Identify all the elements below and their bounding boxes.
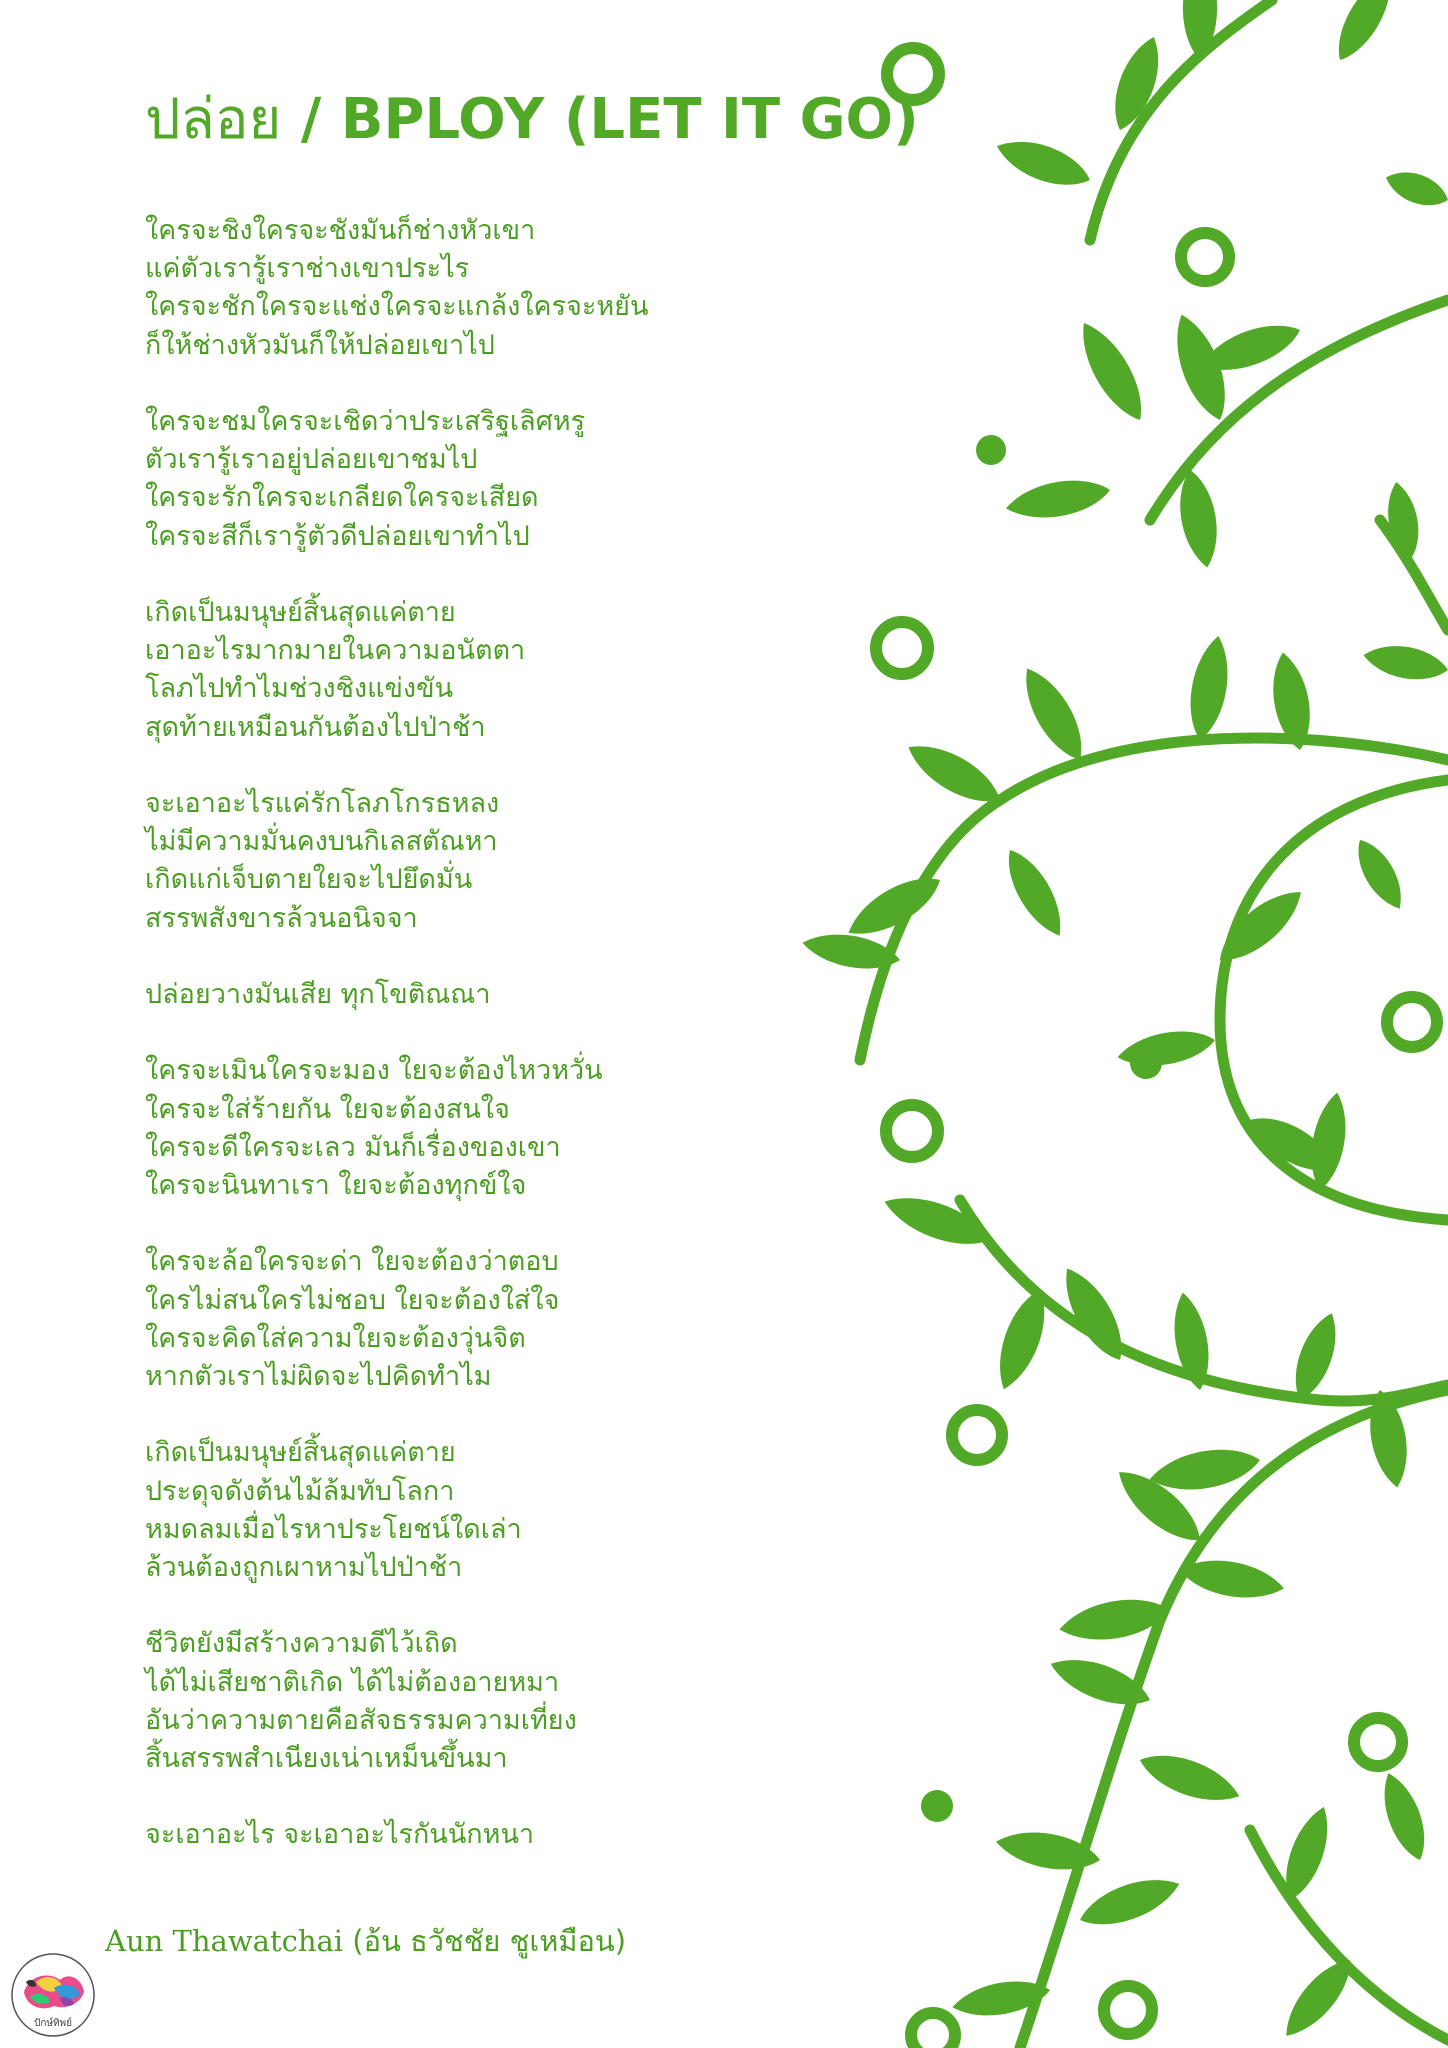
page-title [145,80,919,160]
logo-text: ปักษ์ทิพย์ [33,2018,73,2029]
poem-line: แค่ตัวเรารู้เราช่างเขาประไร [145,253,470,285]
stanza-8 [145,1434,845,1587]
stanza-6 [145,1052,845,1205]
poem-line: ใครจะชมใครจะเชิดว่าประเสริฐเลิศหรู [145,406,586,437]
stanza-9 [145,1625,845,1778]
poem-line: ชีวิตยังมีสร้างความดีไว้เถิด [145,1628,458,1660]
poem-line: สรรพสังขารล้วนอนิจจา [145,902,418,934]
author-name-latin: Aun Thawatchai [105,1924,344,1958]
poem-line: จะเอาอะไร จะเอาอะไรกันนักหนา [145,1819,535,1851]
stanza-7 [145,1243,845,1396]
poem-line: ใครจะรักใครจะเกลียดใครจะเสียด [145,482,539,514]
poem-line: อันว่าความตายคือสัจธรรมความเที่ยง [145,1704,577,1736]
stanza-4 [145,785,845,938]
poem-line: สุดท้ายเหมือนกันต้องไปป่าช้า [145,711,486,743]
poem-line: ใครจะใส่ร้ายกัน ใยจะต้องสนใจ [145,1093,510,1125]
author-name-thai: (อ้น ธวัชชัย ชูเหมือน) [352,1924,627,1958]
title-english: / BPLOY (LET IT GO) [300,87,919,152]
poem-line: เอาอะไรมากมายในความอนัตตา [145,635,526,667]
poem-line: เกิดเป็นมนุษย์สิ้นสุดแค่ตาย [145,1437,456,1469]
poem-line: เกิดแก่เจ็บตายใยจะไปยึดมั่น [145,864,473,896]
stanza-10 [145,1816,845,1854]
poem-line: ใครจะนินทาเรา ใยจะต้องทุกข์ใจ [145,1170,527,1201]
poem-line: ใครจะดีใครจะเลว มันก็เรื่องของเขา [145,1131,561,1163]
poem-line: เกิดเป็นมนุษย์สิ้นสุดแค่ตาย [145,597,456,628]
poem [145,212,845,1893]
poem-line: ใครจะชักใครจะแช่งใครจะแกล้งใครจะหยัน [145,291,649,323]
poem-line: ไม่มีความมั่นคงบนกิเลสตัณหา [145,826,498,858]
poem-line: ก็ให้ช่างหัวมันก็ให้ปล่อยเขาไป [145,329,495,361]
stanza-2 [145,403,845,556]
stanza-3 [145,594,845,747]
author-credit [105,1921,626,1961]
poem-line: ล้วนต้องถูกเผาหามไปป่าช้า [145,1552,463,1583]
poem-line: ใครจะสีก็เรารู้ตัวดีปล่อยเขาทำไป [145,520,530,552]
poem-line: ใครจะเมินใครจะมอง ใยจะต้องไหวหวั่น [145,1055,603,1087]
poem-line: ปล่อยวางมันเสีย ทุกโขติณณา [145,979,491,1010]
publisher-logo [10,1952,96,2038]
poem-line: หมดลมเมื่อไรหาประโยชน์ใดเล่า [145,1513,522,1545]
poem-line: ใครจะคิดใส่ความใยจะต้องวุ่นจิต [145,1322,526,1354]
poem-line: สิ้นสรรพสำเนียงเน่าเหม็นขึ้นมา [145,1743,508,1774]
poem-line: ประดุจดังต้นไม้ล้มทับโลกา [145,1475,455,1507]
title-thai: ปล่อย [145,87,282,152]
stanza-1 [145,212,845,365]
poem-line: ใครจะชิงใครจะชังมันก็ช่างหัวเขา [145,215,536,246]
poem-line: ใครไม่สนใครไม่ชอบ ใยจะต้องใส่ใจ [145,1284,560,1316]
poem-line: หากตัวเราไม่ผิดจะไปคิดทำไม [145,1361,492,1392]
stanza-5 [145,976,845,1014]
poem-line: ตัวเรารู้เราอยู่ปล่อยเขาชมไป [145,444,478,476]
poem-line: โลภไปทำไมช่วงชิงแข่งขัน [145,673,454,705]
poem-line: ได้ไม่เสียชาติเกิด ได้ไม่ต้องอายหมา [145,1666,560,1698]
poem-line: ใครจะล้อใครจะด่า ใยจะต้องว่าตอบ [145,1246,559,1278]
poem-line: จะเอาอะไรแค่รักโลภโกรธหลง [145,788,500,819]
